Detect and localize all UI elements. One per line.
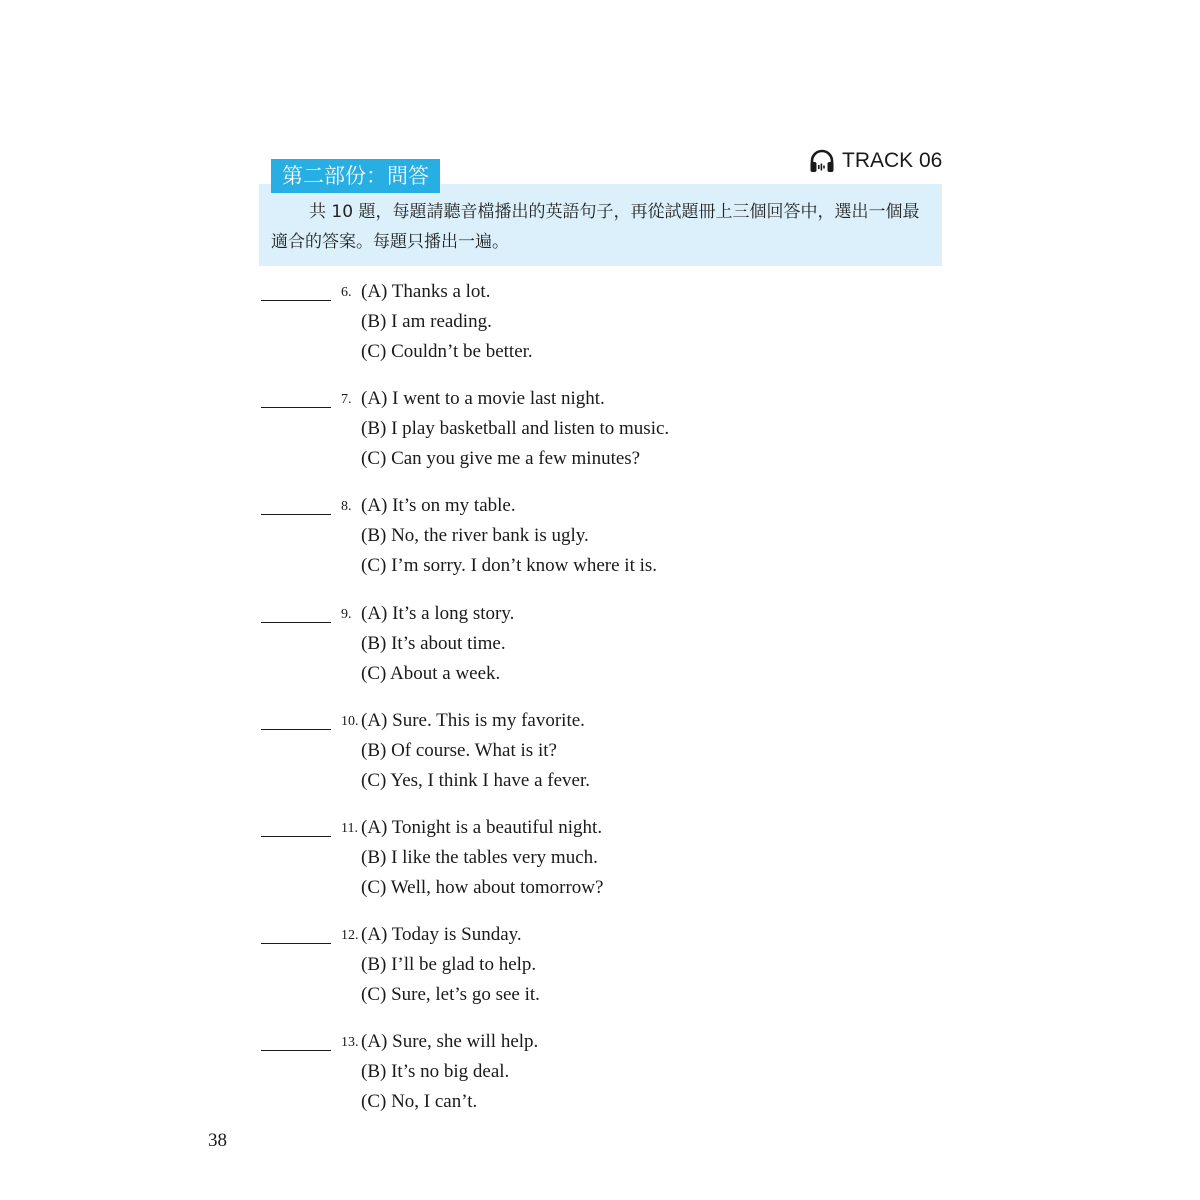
question-number: 11. <box>341 821 358 836</box>
answer-blank[interactable] <box>261 836 331 837</box>
question-number: 12. <box>341 928 359 944</box>
question-item <box>0 816 1200 911</box>
question-item <box>0 387 1200 482</box>
option-c: (C) Can you give me a few minutes? <box>361 448 641 470</box>
page-number: 38 <box>208 1130 227 1151</box>
option-c: (C) Yes, I think I have a fever. <box>361 769 591 791</box>
answer-blank[interactable] <box>261 514 331 515</box>
option-c: (C) Couldn’t be better. <box>361 341 533 362</box>
question-number: 9. <box>341 606 352 622</box>
question-item <box>0 923 1200 1018</box>
option-b: (B) Of course. What is it? <box>361 739 557 761</box>
track-label: TRACK 06 <box>842 149 943 172</box>
answer-blank[interactable] <box>261 622 331 623</box>
instructions-text: 共 10 題，每題請聽音檔播出的英語句子，再從試題冊上三個回答中，選出一個最適合的答案。每題只播出一遍。 <box>271 202 920 252</box>
question-item <box>0 280 1200 375</box>
option-c: (C) No, I can’t. <box>361 1091 478 1113</box>
option-a: (A) Today is Sunday. <box>361 924 522 946</box>
answer-blank[interactable] <box>261 729 331 730</box>
question-number: 6. <box>341 285 352 300</box>
question-item <box>0 1030 1200 1125</box>
question-item <box>0 602 1200 697</box>
answer-blank[interactable] <box>261 1050 331 1051</box>
option-a: (A) I went to a movie last night. <box>361 388 605 410</box>
section-title: 第二部份：問答 <box>271 159 440 193</box>
answer-blank[interactable] <box>261 300 331 301</box>
option-c: (C) I’m sorry. I don’t know where it is. <box>361 555 658 577</box>
question-item <box>0 494 1200 589</box>
option-b: (B) I am reading. <box>361 311 492 332</box>
headphones-icon <box>808 147 836 175</box>
option-a: (A) Thanks a lot. <box>361 281 491 302</box>
option-a: (A) Tonight is a beautiful night. <box>361 817 603 838</box>
option-c: (C) Sure, let’s go see it. <box>361 984 540 1006</box>
question-number: 13. <box>341 1035 359 1051</box>
option-a: (A) Sure, she will help. <box>361 1031 539 1053</box>
option-a: (A) Sure. This is my favorite. <box>361 709 585 731</box>
option-a: (A) It’s a long story. <box>361 602 515 624</box>
option-a: (A) It’s on my table. <box>361 495 516 517</box>
option-c: (C) About a week. <box>361 662 501 684</box>
answer-blank[interactable] <box>261 943 331 944</box>
option-b: (B) I play basketball and listen to music. <box>361 418 670 440</box>
question-item <box>0 709 1200 804</box>
question-number: 8. <box>341 499 352 515</box>
question-number: 10. <box>341 713 359 729</box>
question-number: 7. <box>341 392 352 408</box>
option-b: (B) It’s about time. <box>361 632 506 654</box>
track-indicator <box>808 146 942 176</box>
option-b: (B) It’s no big deal. <box>361 1061 510 1083</box>
answer-blank[interactable] <box>261 407 331 408</box>
option-b: (B) I like the tables very much. <box>361 847 598 868</box>
option-c: (C) Well, how about tomorrow? <box>361 877 604 898</box>
option-b: (B) I’ll be glad to help. <box>361 954 537 976</box>
option-b: (B) No, the river bank is ugly. <box>361 525 589 547</box>
